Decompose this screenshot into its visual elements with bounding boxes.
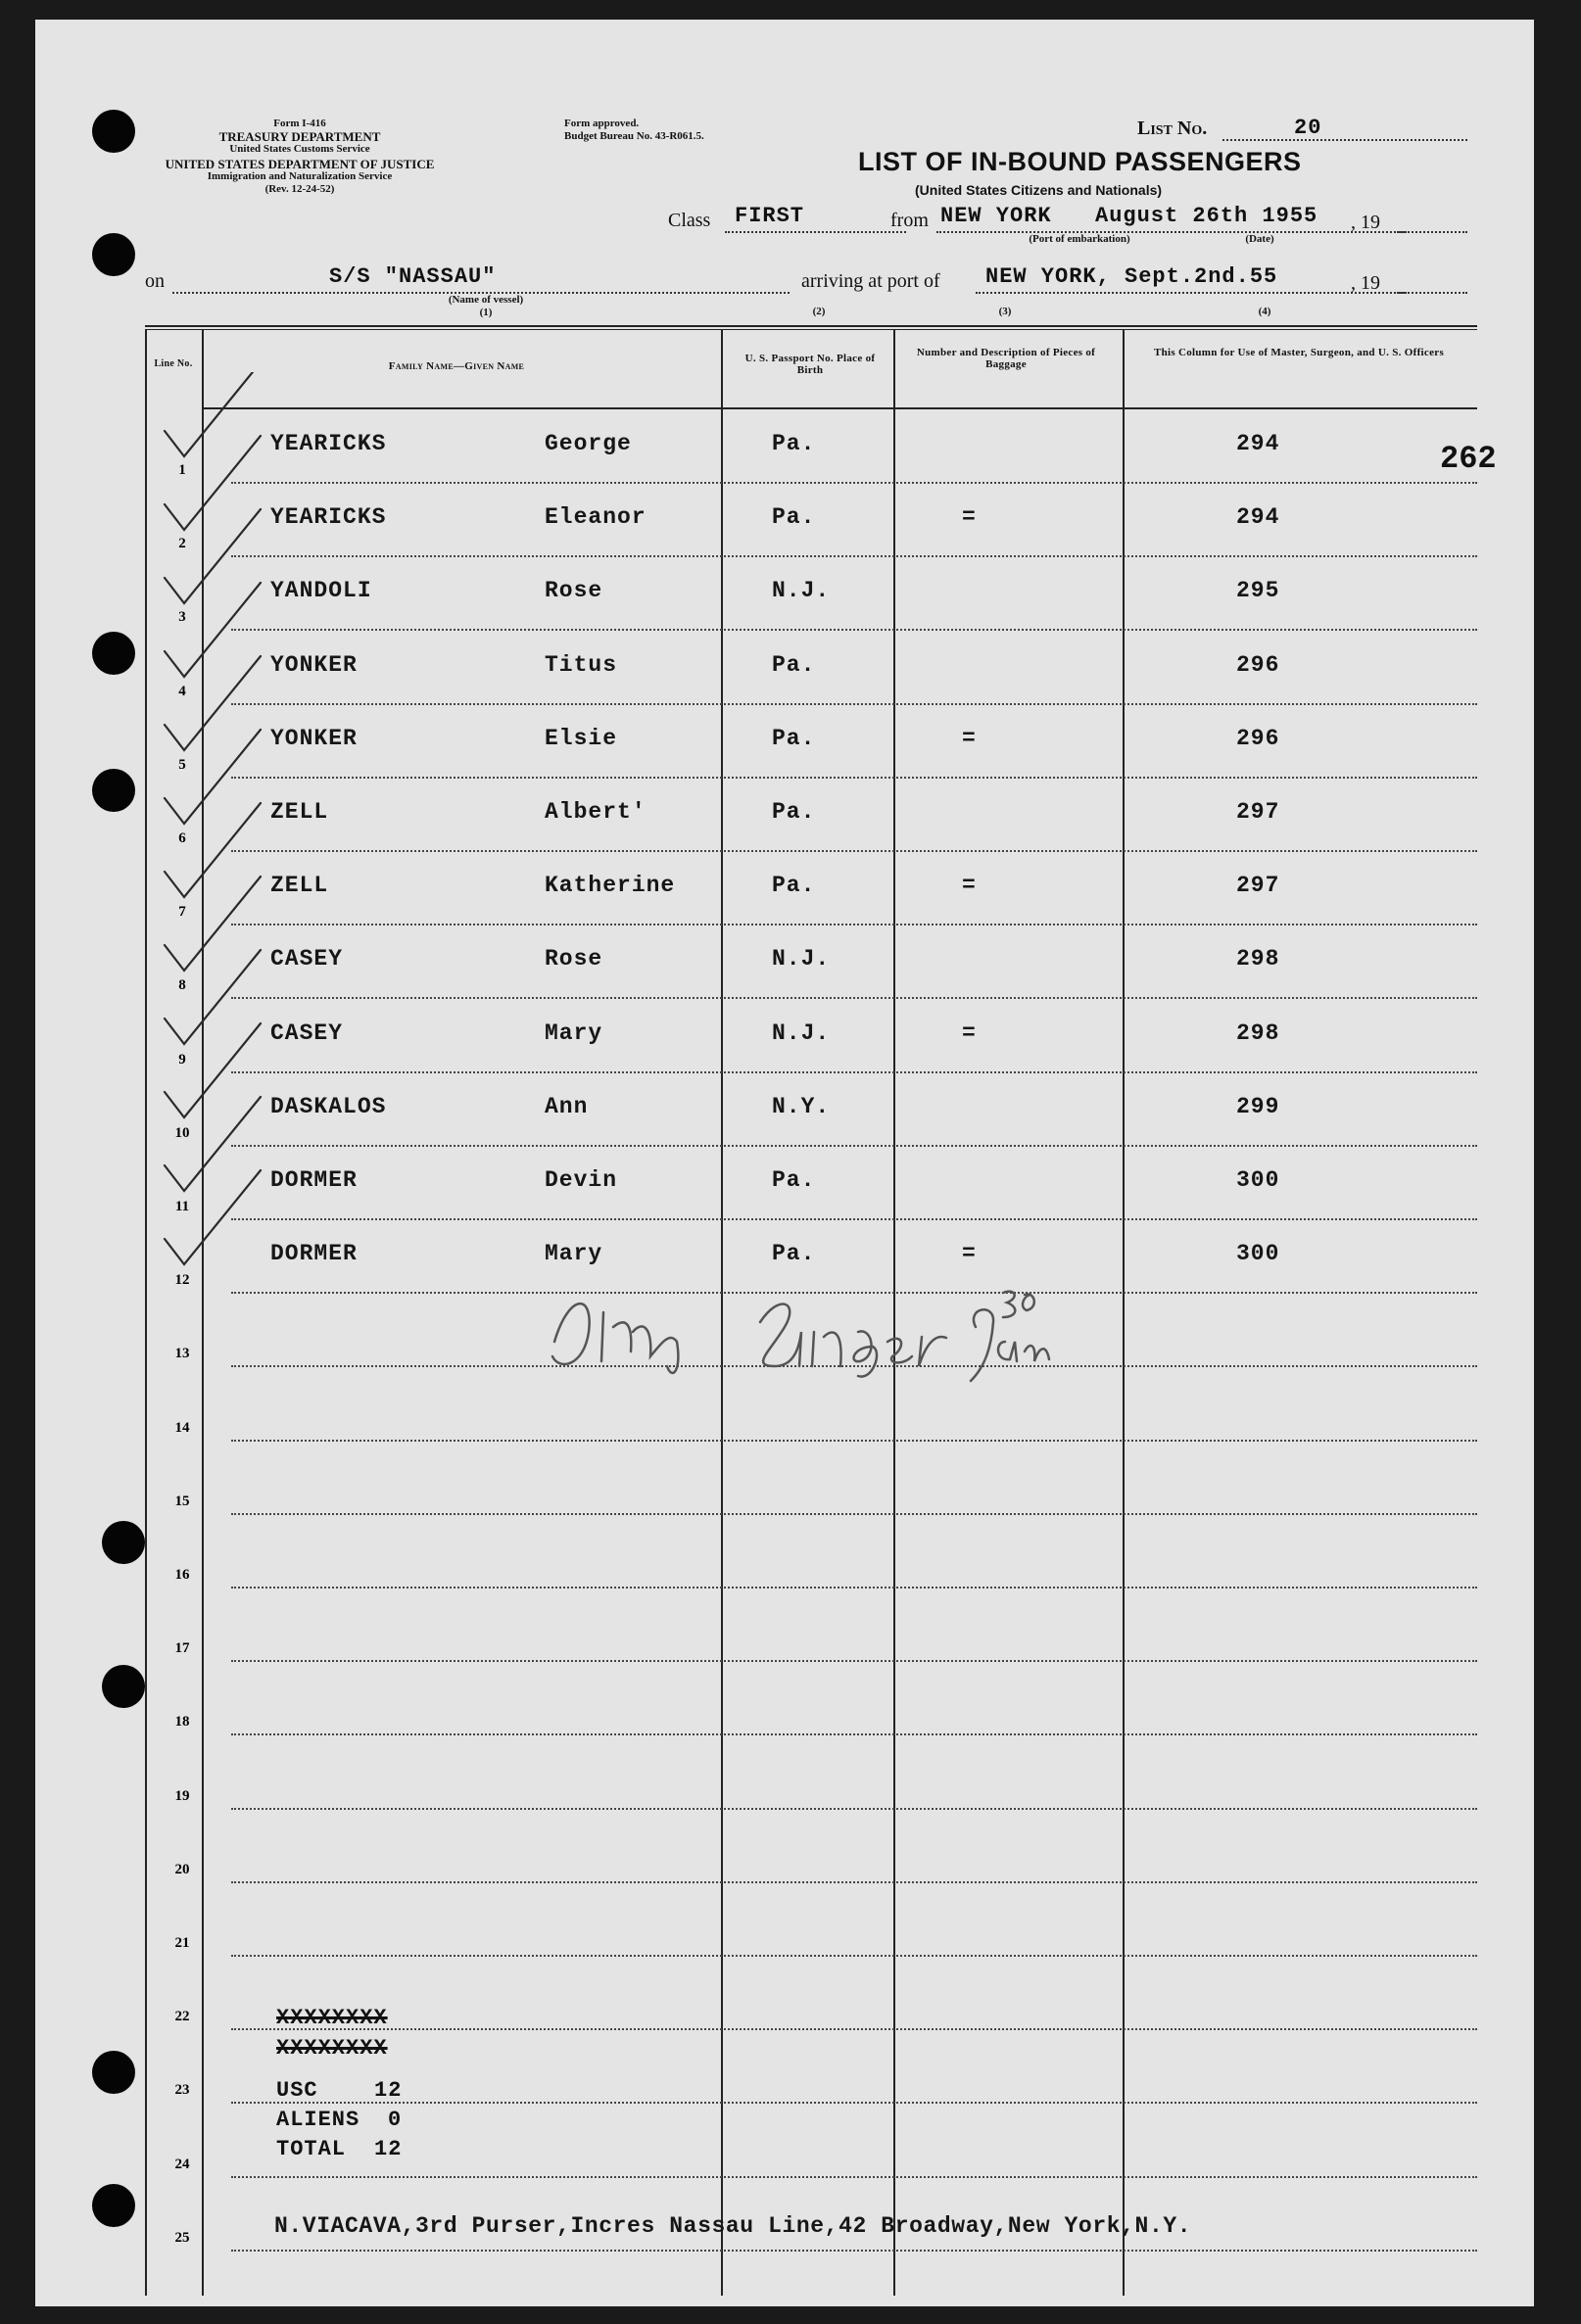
total-count: 12 [374,2137,403,2161]
line-number: 14 [174,1419,190,1436]
place-of-birth: N.J. [772,578,831,604]
check-mark [165,372,261,456]
row-rule [231,1587,1477,1589]
officer-number: 297 [1236,799,1280,825]
from-label: from [890,210,929,231]
list-number: 20 [1294,116,1322,140]
line-number: 2 [178,536,186,552]
place-of-birth: Pa. [772,725,816,751]
on-label: on [145,270,165,292]
line-number: 1 [178,462,186,478]
row-rule [231,555,1477,557]
given-name: Ann [545,1093,589,1119]
form-approved: Form approved. [564,118,640,129]
row-rule [231,1071,1477,1073]
line-number: 6 [178,830,186,846]
family-name: CASEY [270,1020,344,1046]
officer-number: 295 [1236,578,1280,604]
officer-number: 297 [1236,873,1280,899]
revision: (Rev. 12-24-52) [264,183,335,195]
punch-hole [92,632,135,675]
inspector-handwriting [535,1273,1103,1391]
row-rule [231,1881,1477,1883]
total-label: TOTAL [276,2137,347,2161]
given-name: Elsie [545,725,618,751]
row-rule [231,1733,1477,1735]
line-number: 25 [174,2229,190,2246]
line-number: 12 [174,1272,190,1289]
arrival-port-date: NEW YORK, Sept.2nd.55 [985,264,1278,289]
ins-service: Immigration and Naturalization Service [207,170,393,182]
row-rule [231,629,1477,631]
list-no-label: List No. [1137,118,1208,139]
given-name: Mary [545,1020,603,1046]
caption-3: (3) [998,306,1012,317]
family-name: DASKALOS [270,1093,387,1119]
place-of-birth: N.Y. [772,1093,831,1119]
date-caption: (Date) [1245,233,1274,245]
family-name: ZELL [270,873,329,899]
family-name: DORMER [270,1241,358,1267]
row-rule [231,2176,1477,2178]
place-of-birth: Pa. [772,651,816,678]
family-name: YANDOLI [270,578,372,604]
col-line-no: Line No. [154,358,193,369]
check-marks [163,372,359,1303]
place-of-birth: N.J. [772,946,831,972]
row-rule [231,1145,1477,1147]
struck-total-2: XXXXXXXX [276,2036,388,2061]
dept-justice: UNITED STATES DEPARTMENT OF JUSTICE [165,157,435,171]
caption-1: (1) [479,307,493,318]
given-name: Titus [545,651,618,678]
officer-number: 300 [1236,1241,1280,1267]
page-subtitle: (United States Citizens and Nationals) [915,182,1163,198]
vessel-name: S/S "NASSAU" [329,264,497,289]
family-name: YONKER [270,725,358,751]
given-name: Mary [545,1241,603,1267]
row-rule [231,1955,1477,1957]
aliens-count: 0 [388,2108,403,2132]
punch-hole [92,233,135,276]
line-number: 22 [174,2009,190,2025]
given-name: Eleanor [545,504,647,531]
port-embark-caption: (Port of embarkation) [1029,233,1130,245]
line-number: 19 [174,1787,190,1804]
line-number: 8 [178,977,186,994]
class-value: FIRST [735,204,805,228]
family-name: DORMER [270,1167,358,1193]
baggage-mark: = [962,1020,977,1046]
row-rule [231,924,1477,925]
row-rule [231,1218,1477,1220]
officer-number: 300 [1236,1167,1280,1193]
baggage-mark: = [962,725,977,751]
row-rule [231,482,1477,484]
officer-number: 299 [1236,1093,1280,1119]
row-rule [231,997,1477,999]
given-name: Devin [545,1167,618,1193]
row-rule [231,850,1477,852]
line-number: 24 [174,2156,190,2172]
place-of-birth: Pa. [772,1241,816,1267]
family-name: YEARICKS [270,431,387,456]
arriving-label: arriving at port of [801,270,940,292]
departure-date: August 26th 1955 [1095,204,1318,228]
place-of-birth: Pa. [772,873,816,899]
place-of-birth: Pa. [772,431,816,456]
dept-treasury: TREASURY DEPARTMENT [218,129,381,144]
place-of-birth: Pa. [772,1167,816,1193]
baggage-mark: = [962,504,977,531]
family-name: CASEY [270,946,344,972]
line-number: 13 [174,1346,190,1362]
place-of-birth: Pa. [772,504,816,531]
struck-total-1: XXXXXXXX [276,2006,388,2030]
row-rule [231,1808,1477,1810]
line-number: 21 [174,1935,190,1951]
aliens-label: ALIENS [276,2108,360,2132]
given-name: George [545,431,632,456]
punch-hole [92,110,135,153]
vessel-caption: (Name of vessel) [448,294,524,306]
col-officers: This Column for Use of Master, Surgeon, and U. S. Officers [1153,347,1445,358]
line-number: 3 [178,609,186,626]
row-rule [231,2102,1477,2104]
punch-hole [92,769,135,812]
officer-number: 294 [1236,431,1280,456]
line-number: 5 [178,756,186,773]
customs-service: United States Customs Service [229,143,370,155]
officer-number: 298 [1236,1020,1280,1046]
row-rule [231,777,1477,779]
col-baggage: Number and Description of Pieces of Baggage [916,347,1096,370]
punch-hole [92,2184,135,2227]
line-number: 4 [178,683,186,699]
place-of-birth: Pa. [772,799,816,825]
year-suffix: , 19 [1351,212,1380,233]
officer-number: 296 [1236,725,1280,751]
given-name: Katherine [545,873,676,899]
line-number: 9 [178,1051,186,1067]
punch-hole [102,1665,145,1708]
col-passport: U. S. Passport No. Place of Birth [744,353,876,376]
usc-count: 12 [374,2078,403,2103]
line-number: 15 [174,1493,190,1509]
line-number: 17 [174,1640,190,1657]
row-rule [231,1513,1477,1515]
budget-bureau: Budget Bureau No. 43-R061.5. [564,130,704,142]
row-rule [231,1440,1477,1442]
punch-hole [92,2051,135,2094]
usc-label: USC [276,2078,318,2103]
given-name: Rose [545,578,603,604]
line-number: 7 [178,904,186,921]
line-number: 23 [174,2082,190,2099]
purser-signature-line: N.VIACAVA,3rd Purser,Incres Nassau Line,42 Broadway,New York,N.Y. [274,2213,1192,2239]
line-number: 11 [174,1199,190,1214]
given-name: Albert' [545,799,647,825]
year-suffix-2: , 19 [1351,272,1380,294]
row-rule [231,1660,1477,1662]
punch-hole [102,1521,145,1564]
col-name: Family Name—Given Name [388,360,525,372]
caption-4: (4) [1258,306,1271,317]
place-of-birth: N.J. [772,1020,831,1046]
family-name: YONKER [270,651,358,678]
page-number: 262 [1440,441,1497,477]
line-number: 20 [174,1861,190,1877]
from-port: NEW YORK [940,204,1052,228]
page-title: LIST OF IN-BOUND PASSENGERS [858,147,1302,176]
class-label: Class [668,210,711,231]
officer-number: 296 [1236,651,1280,678]
officer-number: 294 [1236,504,1280,531]
caption-2: (2) [812,306,826,317]
line-number: 16 [174,1567,190,1583]
manifest-sheet [35,20,1534,2306]
row-rule [231,703,1477,705]
family-name: YEARICKS [270,504,387,531]
baggage-mark: = [962,873,977,899]
form-number: Form I-416 [273,118,326,129]
line-number: 10 [174,1124,190,1141]
row-rule [231,2250,1477,2252]
baggage-mark: = [962,1241,977,1267]
officer-number: 298 [1236,946,1280,972]
line-number: 18 [174,1714,190,1731]
given-name: Rose [545,946,603,972]
family-name: ZELL [270,799,329,825]
row-rule [231,2028,1477,2030]
